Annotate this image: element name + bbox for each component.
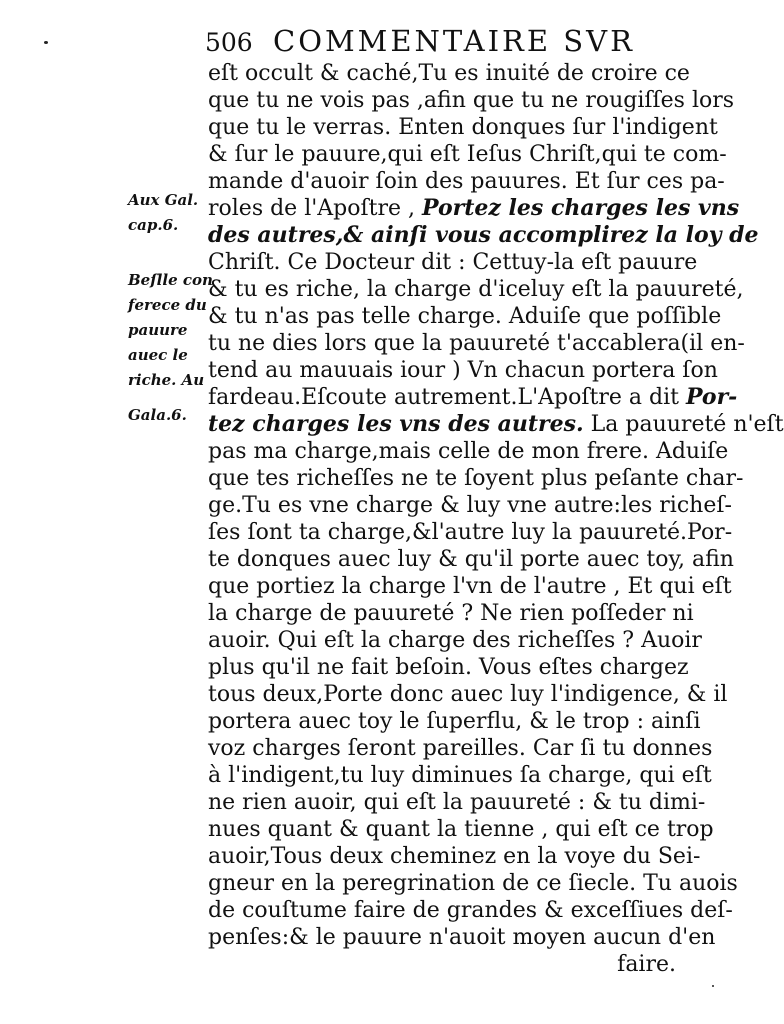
text-line: eſt occult & caché,Tu es inuité de croire ce	[208, 61, 690, 86]
text-line: portera auec toy le ſuperflu, & le trop : ainſi	[208, 709, 701, 734]
margin-note-line: ferece du	[128, 296, 207, 314]
text-line: & tu es riche, la charge d'iceluy eſt la pauureté,	[208, 277, 744, 302]
scripture-quote: tez charges les vns des autres.	[208, 411, 584, 437]
text-line: auoir. Qui eſt la charge des richeſſes ? Auoir	[208, 628, 702, 653]
text-line: tend au mauuais iour ) Vn chacun portera ſon	[208, 358, 718, 383]
text-line: penſes:& le pauure n'auoit moyen aucun d'en	[208, 925, 716, 950]
margin-note-line: pauure	[128, 321, 188, 339]
text-line: tous deux,Porte donc auec luy l'indigence, & il	[208, 682, 728, 707]
margin-note-aux-galates	[128, 188, 203, 238]
margin-note-line: cap.6.	[128, 216, 179, 234]
margin-note-line: Aux Gal.	[128, 191, 199, 209]
scripture-quote-line: des autres,& ainſi vous accomplirez la loy de	[208, 222, 759, 248]
text-line: auoir,Tous deux cheminez en la voye du Sei-	[208, 844, 701, 869]
text-segment: roles de l'Apoſtre ,	[208, 196, 416, 221]
text-line: ge.Tu es vne charge & luy vne autre:les richeſ-	[208, 493, 732, 518]
text-line: à l'indigent,tu luy diminues ſa charge, qui eſt	[208, 763, 712, 788]
text-line: de couſtume faire de grandes & exceſſiues deſ-	[208, 898, 733, 923]
text-line: la charge de pauureté ? Ne rien poſſeder ni	[208, 601, 694, 626]
scripture-quote: Por-	[685, 384, 738, 410]
text-line: te donques auec luy & qu'il porte auec toy, afin	[208, 547, 734, 572]
scripture-quote: Portez les charges les vns	[422, 195, 740, 221]
margin-note-line: auec le	[128, 346, 188, 364]
page-number: 506	[205, 28, 253, 57]
text-line: mande d'auoir ſoin des pauures. Et ſur ces pa-	[208, 169, 725, 194]
margin-note-conference	[128, 268, 213, 393]
text-line: tu ne dies lors que la pauureté t'accablera(il en-	[208, 331, 745, 356]
ink-speck	[712, 985, 714, 987]
text-line-with-quote	[208, 195, 740, 222]
text-line: pas ma charge,mais celle de mon frere. Aduiſe	[208, 439, 729, 464]
text-segment: fardeau.Eſcoute autrement.L'Apoſtre a dit	[208, 385, 679, 410]
text-line: & tu n'as pas telle charge. Aduiſe que poſſible	[208, 304, 722, 329]
margin-note-line: Gala.6.	[128, 406, 187, 424]
text-line: & ſur le pauure,qui eſt Ieſus Chriſt,qui te com-	[208, 142, 727, 167]
text-line: voz charges ſeront pareilles. Car ſi tu donnes	[208, 736, 713, 761]
margin-note-line: Beſlle con	[128, 271, 213, 289]
text-segment: La pauureté n'eſt	[590, 412, 784, 437]
text-line: Chriſt. Ce Docteur dit : Cettuy-la eſt pauure	[208, 250, 698, 275]
margin-note-line: riche. Au	[128, 371, 205, 389]
text-line-with-quote	[208, 411, 784, 438]
text-line: gneur en la peregrination de ce ſiecle. Tu auois	[208, 871, 738, 896]
text-line: ſes ſont ta charge,&l'autre luy la pauureté.Por-	[208, 520, 733, 545]
running-title: COMMENTAIRE SVR	[273, 24, 635, 58]
catchword: faire.	[617, 952, 676, 977]
text-line: ne rien auoir, qui eſt la pauureté : & tu dimi-	[208, 790, 706, 815]
text-line: que tu le verras. Enten donques ſur l'indigent	[208, 115, 718, 140]
text-line: que portiez la charge l'vn de l'autre , Et qui eſt	[208, 574, 732, 599]
text-line: plus qu'il ne fait beſoin. Vous eſtes chargez	[208, 655, 689, 680]
margin-note-gala	[128, 403, 203, 428]
text-line: que tu ne vois pas ,afin que tu ne rougiſſes lors	[208, 88, 735, 113]
text-line: que tes richeſſes ne te ſoyent plus peſante char-	[208, 466, 744, 491]
running-head	[205, 24, 675, 64]
text-line-with-quote	[208, 384, 738, 411]
ink-speck	[44, 41, 48, 44]
text-line: nues quant & quant la tienne , qui eſt ce trop	[208, 817, 714, 842]
body-text	[208, 60, 784, 990]
